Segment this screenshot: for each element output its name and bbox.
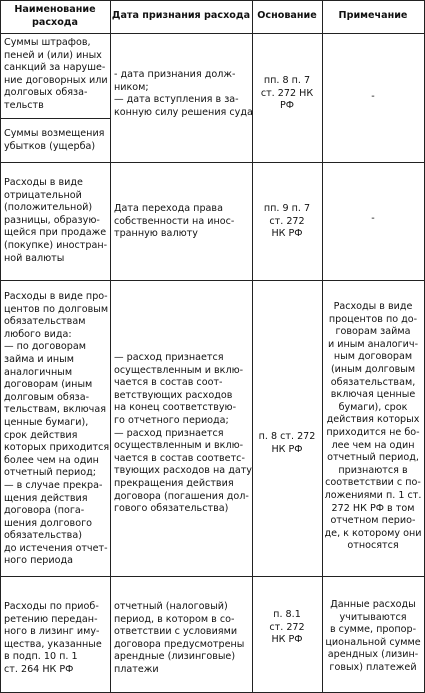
row1-note: -: [371, 91, 375, 102]
row3-date: — расход признается осуществленным и вклю- чается в состав соот- ветствующих расходов на конец соответствую- го отчетного периода; — расход признается осуществленным и вклю- чается в состав соответс- твующих расходов на дату прекращения действия договора (погашения дол- гового обязательства): [114, 352, 252, 515]
row2-basis: пп. 9 п. 7 ст. 272 НК РФ: [263, 203, 311, 240]
header-divider: [0, 33, 425, 34]
column-divider: [110, 0, 111, 693]
header-name: Наименование расхода: [14, 4, 96, 28]
row-divider: [0, 280, 425, 281]
row3-basis: п. 8 ст. 272 НК РФ: [258, 431, 316, 455]
row1-date: - дата признания долж- ником; — дата вступления в за- конную силу решения суда: [114, 69, 253, 118]
row4-date: отчетный (налоговый) период, в котором в со- ответствии с условиями договора предусмотрены арендные (лизинговые) платежи: [114, 601, 245, 675]
row3-name: Расходы в виде про- центов по долговым обязательствам любого вида: — по договорам займа и иным аналогичным договорам (иным долговым обяза- тельствам, включая ценные бумаги), срок действия которых приходится более чем на один отчетный период; — в случае прекра- щения действия договора (пога- шения долгового обязательства) до истечения отчет- ного периода: [4, 291, 110, 567]
row1-name-penalties: Суммы штрафов, пеней и (или) иных санкций за наруше- ние договорных или долговых обяза- тельств: [4, 37, 108, 111]
row2-note: -: [371, 213, 375, 224]
row-divider: [0, 162, 425, 163]
header-basis: Основание: [257, 10, 317, 21]
subrow-divider: [0, 118, 110, 119]
row3-note: Расходы в виде процентов по до- говорам займа и иным аналогич- ным договорам (иным долговым обязательствам, включая ценные бумаги), срок действия которых приходится не бо- лее чем на один отчетный период, признаются в соответствии с по- ложениями п. 1 ст. 272 НК РФ в том отчетном перио- де, к которому они относятся: [324, 301, 422, 552]
row4-basis: п. 8.1 ст. 272 НК РФ: [269, 609, 305, 646]
row2-name: Расходы в виде отрицательной (положительной) разницы, образую- щейся при продаже (покупке) иностран- ной валюты: [4, 177, 108, 264]
row4-note: Данные расходы учитываются в сумме, пропор- циональной сумме арендных (лизин- говых) платежей: [325, 599, 421, 673]
table-border-left: [0, 0, 1, 693]
row4-name: Расходы по приоб- ретению передан- ного в лизинг иму- щества, указанные в подп. 10 п. 1 ст. 264 НК РФ: [4, 601, 102, 675]
row1-name-damages: Суммы возмещения убытков (ущерба): [4, 128, 105, 152]
row2-date: Дата перехода права собственности на инос- транную валюту: [114, 203, 235, 240]
row1-basis: пп. 8 п. 7 ст. 272 НК РФ: [260, 75, 314, 112]
row-divider: [0, 576, 425, 577]
header-note: Примечание: [338, 10, 408, 21]
table-border-top: [0, 0, 425, 1]
header-date: Дата признания расхода: [111, 10, 251, 21]
